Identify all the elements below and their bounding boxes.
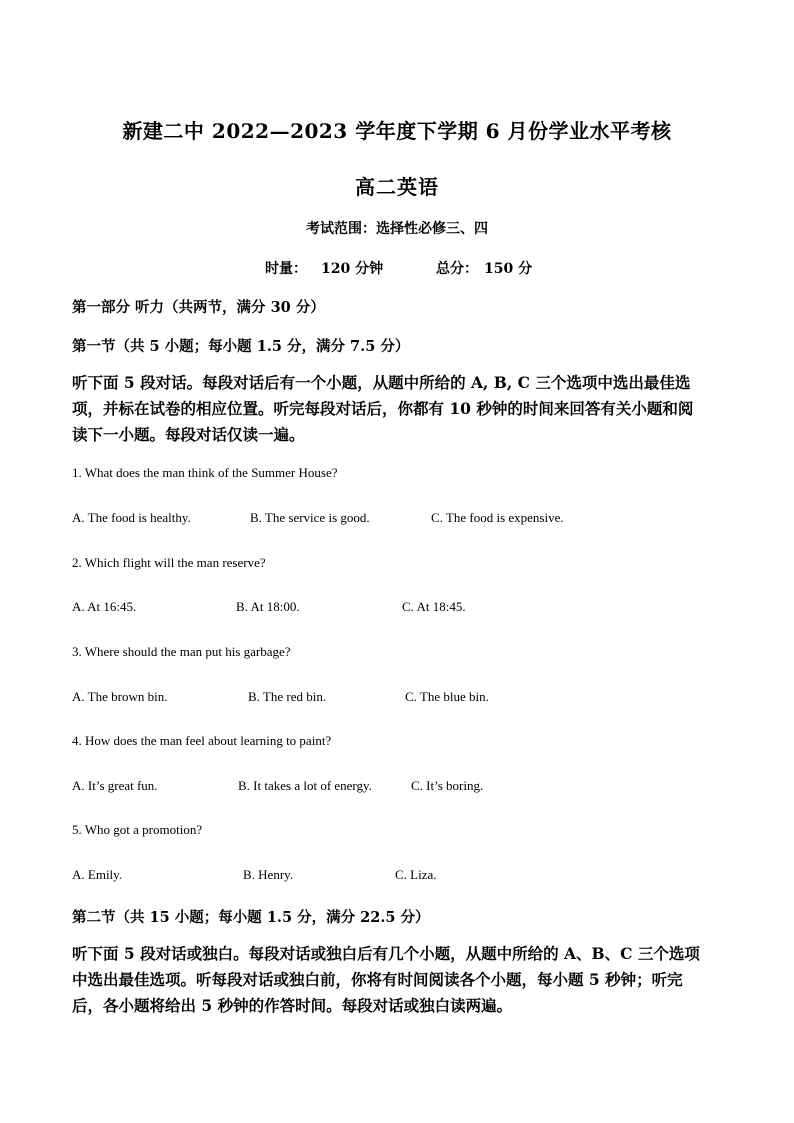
section1-instructions: [72, 370, 722, 448]
question-5-option-a: A. Emily.: [72, 867, 123, 882]
instruction-line: 中选出最佳选项。听每段对话或独白前，你将有时间阅读各个小题，每小题 5 秒钟；听完: [72, 970, 683, 989]
question-1-option-b: B. The service is good.: [250, 510, 370, 525]
question-4-option-c: C. It’s boring.: [411, 778, 484, 793]
question-4-option-a: A. It’s great fun.: [72, 778, 158, 793]
subject-title: 高二英语: [355, 175, 439, 199]
section2-heading: 第二节（共 15 小题；每小题 1.5 分，满分 22.5 分）: [72, 909, 430, 926]
question-2-option-b: B. At 18:00.: [236, 599, 300, 614]
instruction-line: 后，各小题将给出 5 秒钟的作答时间。每段对话或独白读两遍。: [72, 996, 513, 1015]
instruction-line: 读下一小题。每段对话仅读一遍。: [72, 425, 305, 444]
total-score-value: 150 分: [484, 261, 533, 277]
part1-heading: 第一部分 听力（共两节，满分 30 分）: [72, 299, 325, 316]
question-2-stem: 2. Which flight will the man reserve?: [72, 555, 266, 570]
question-3-option-b: B. The red bin.: [248, 689, 327, 704]
question-2-option-c: C. At 18:45.: [402, 599, 466, 614]
question-3-option-c: C. The blue bin.: [405, 689, 489, 704]
question-4-option-b: B. It takes a lot of energy.: [238, 778, 372, 793]
question-2-option-a: A. At 16:45.: [72, 599, 137, 614]
instruction-line: 项，并标在试卷的相应位置。听完每段对话后，你都有 10 秒钟的时间来回答有关小题和阅: [72, 399, 694, 418]
section1-heading: 第一节（共 5 小题；每小题 1.5 分，满分 7.5 分）: [72, 338, 410, 355]
total-score-label: 总分：: [436, 261, 478, 277]
question-4-stem: 4. How does the man feel about learning to paint?: [72, 733, 332, 748]
instruction-line: 听下面 5 段对话或独白。每段对话或独白后有几个小题，从题中所给的 A、B、C 三个选项: [72, 944, 700, 963]
question-1-option-a: A. The food is healthy.: [72, 510, 191, 525]
instruction-line: 听下面 5 段对话。每段对话后有一个小题，从题中所给的 A, B, C 三个选项中选出最佳选: [72, 373, 691, 392]
question-1-option-c: C. The food is expensive.: [431, 510, 564, 525]
exam-title: 新建二中 2022—2023 学年度下学期 6 月份学业水平考核: [122, 119, 672, 143]
question-1-stem: 1. What does the man think of the Summer House?: [72, 465, 338, 480]
question-3-stem: 3. Where should the man put his garbage?: [72, 644, 291, 659]
question-3-option-a: A. The brown bin.: [72, 689, 168, 704]
question-5-stem: 5. Who got a promotion?: [72, 822, 203, 837]
exam-scope: 考试范围：选择性必修三、四: [306, 221, 488, 237]
question-5-option-c: C. Liza.: [395, 867, 437, 882]
section2-instructions: [72, 941, 722, 1019]
time-limit-value: 120 分钟: [321, 261, 384, 277]
time-limit-label: 时量：: [265, 261, 307, 277]
question-5-option-b: B. Henry.: [243, 867, 294, 882]
